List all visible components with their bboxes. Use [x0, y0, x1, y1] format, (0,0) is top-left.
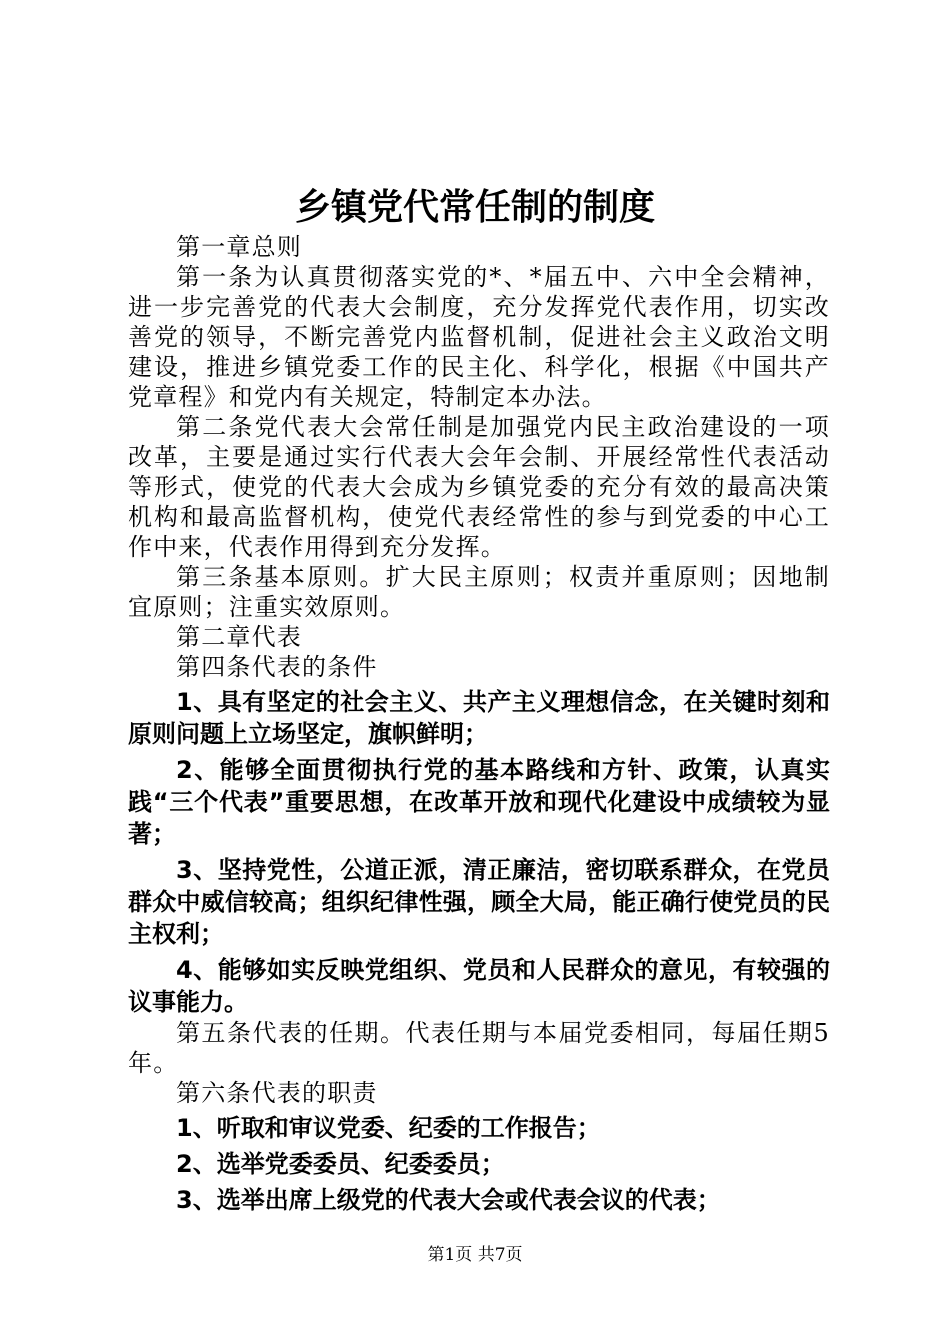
paragraph-condition-1: 1、具有坚定的社会主义、共产主义理想信念，在关键时刻和原则问题上立场坚定，旗帜鲜明； [128, 688, 830, 748]
paragraph-article-1: 第一条为认真贯彻落实党的*、*届五中、六中全会精神，进一步完善党的代表大会制度，充分发挥党代表作用，切实改善党的领导，不断完善党内监督机制，促进社会主义政治文明建设，推进乡镇党委工作的民主化、科学化，根据《中国共产党章程》和党内有关规定，特制定本办法。 [128, 263, 830, 411]
paragraph-duty-3: 3、选举出席上级党的代表大会或代表会议的代表； [176, 1186, 721, 1214]
document-body [128, 232, 830, 1216]
paragraph-article-3: 第三条基本原则。扩大民主原则；权责并重原则；因地制宜原则；注重实效原则。 [128, 563, 830, 621]
paragraph-article-4: 第四条代表的条件 [176, 653, 378, 681]
paragraph-condition-2: 2、能够全面贯彻执行党的基本路线和方针、政策，认真实践“三个代表”重要思想，在改革开放和现代化建设中成绩较为显著； [128, 756, 830, 848]
paragraph-condition-4: 4、能够如实反映党组织、党员和人民群众的意见，有较强的议事能力。 [128, 956, 830, 1016]
paragraph-chapter-2: 第二章代表 [176, 623, 302, 651]
paragraph-article-2: 第二条党代表大会常任制是加强党内民主政治建设的一项改革，主要是通过实行代表大会年会制、开展经常性代表活动等形式，使党的代表大会成为乡镇党委的充分有效的最高决策机构和最高监督机构，使党代表经常性的参与到党委的中心工作中来，代表作用得到充分发挥。 [128, 413, 830, 561]
page-footer: 第1页 共7页 [427, 1245, 523, 1265]
paragraph-duty-1: 1、听取和审议党委、纪委的工作报告； [176, 1114, 601, 1142]
paragraph-article-5: 第五条代表的任期。代表任期与本届党委相同，每届任期5年。 [128, 1019, 830, 1077]
paragraph-article-6: 第六条代表的职责 [176, 1079, 378, 1107]
paragraph-duty-2: 2、选举党委委员、纪委委员； [176, 1150, 505, 1178]
paragraph-condition-3: 3、坚持党性，公道正派，清正廉洁，密切联系群众，在党员群众中威信较高；组织纪律性强，顾全大局，能正确行使党员的民主权利； [128, 856, 830, 948]
paragraph-chapter-1: 第一章总则 [176, 233, 302, 261]
document-title: 乡镇党代常任制的制度 [294, 187, 655, 228]
